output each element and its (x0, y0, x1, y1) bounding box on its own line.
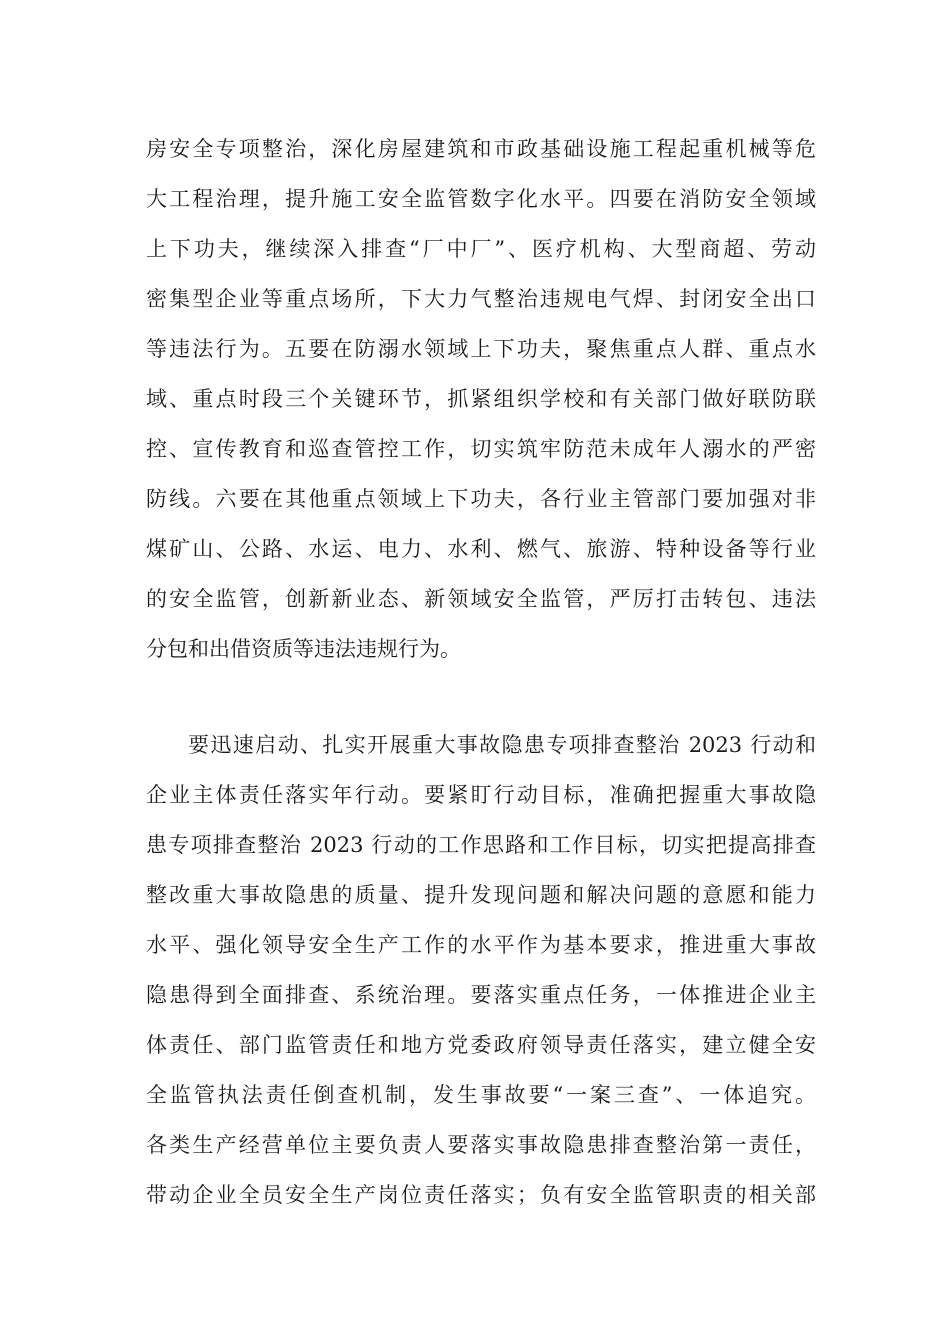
text-line: 大工程治理，提升施工安全监管数字化水平。四要在消防安全领域 (146, 187, 816, 211)
text-line: 带动企业全员安全生产岗位责任落实；负有安全监管职责的相关部 (146, 1183, 816, 1207)
text-line: 企业主体责任落实年行动。要紧盯行动目标，准确把握重大事故隐 (146, 783, 816, 807)
text-line: 患专项排查整治 2023 行动的工作思路和工作目标，切实把提高排查 (146, 833, 816, 857)
text-line: 房安全专项整治，深化房屋建筑和市政基础设施工程起重机械等危 (146, 137, 816, 161)
text-line: 控、宣传教育和巡查管控工作，切实筑牢防范未成年人溺水的严密 (146, 437, 816, 461)
text-line: 的安全监管，创新新业态、新领域安全监管，严厉打击转包、违法 (146, 587, 816, 611)
text-line: 域、重点时段三个关键环节，抓紧组织学校和有关部门做好联防联 (146, 387, 816, 411)
text-line: 防线。六要在其他重点领域上下功夫，各行业主管部门要加强对非 (146, 487, 816, 511)
text-line: 分包和出借资质等违法违规行为。 (146, 637, 461, 661)
text-line: 整改重大事故隐患的质量、提升发现问题和解决问题的意愿和能力 (146, 883, 816, 907)
paragraph-2 (146, 720, 816, 1220)
paragraph-1 (146, 124, 816, 674)
text-line: 要迅速启动、扎实开展重大事故隐患专项排查整治 2023 行动和 (188, 733, 816, 757)
text-line: 各类生产经营单位主要负责人要落实事故隐患排查整治第一责任， (146, 1133, 816, 1157)
text-line: 体责任、部门监管责任和地方党委政府领导责任落实，建立健全安 (146, 1033, 816, 1057)
text-line: 水平、强化领导安全生产工作的水平作为基本要求，推进重大事故 (146, 933, 816, 957)
text-line: 煤矿山、公路、水运、电力、水利、燃气、旅游、特种设备等行业 (146, 537, 816, 561)
text-line: 隐患得到全面排查、系统治理。要落实重点任务，一体推进企业主 (146, 983, 816, 1007)
text-line: 密集型企业等重点场所，下大力气整治违规电气焊、封闭安全出口 (146, 287, 816, 311)
text-line: 全监管执法责任倒查机制，发生事故要“一案三查”、一体追究。 (146, 1083, 816, 1107)
text-line: 等违法行为。五要在防溺水领域上下功夫，聚焦重点人群、重点水 (146, 337, 816, 361)
text-line: 上下功夫，继续深入排查“厂中厂”、医疗机构、大型商超、劳动 (146, 237, 816, 261)
